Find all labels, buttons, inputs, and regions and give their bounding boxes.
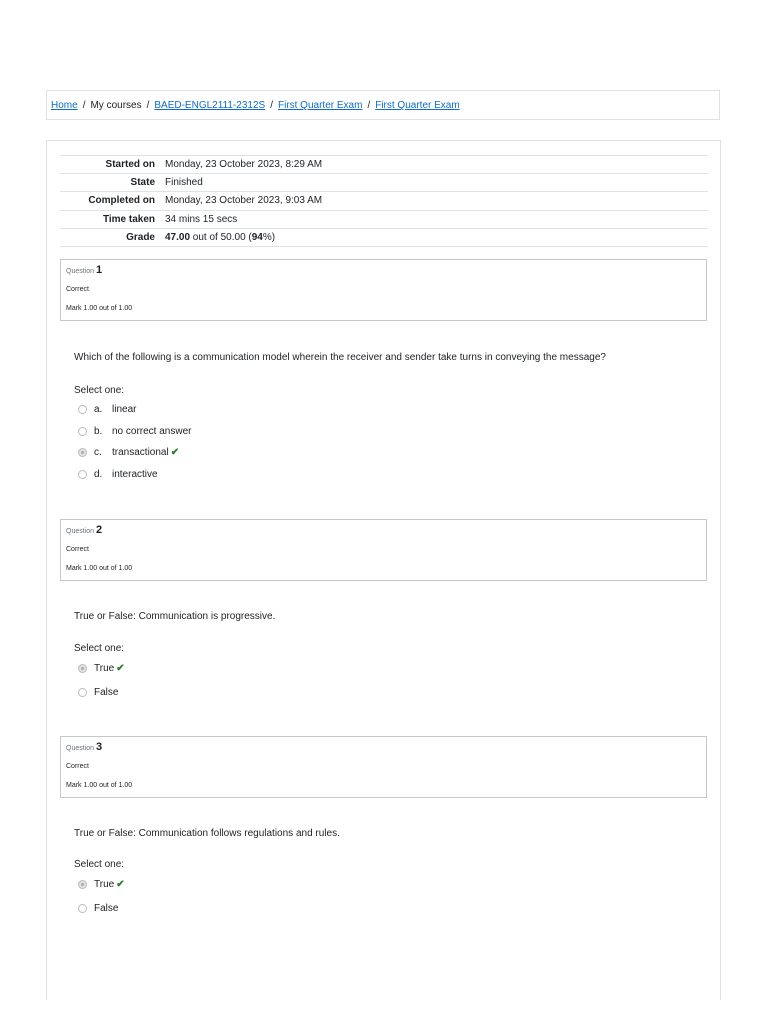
select-one-prompt: Select one:	[74, 859, 125, 870]
summary-value: 34 mins 15 secs	[160, 210, 708, 228]
breadcrumb-my-courses: My courses	[90, 100, 142, 111]
breadcrumb	[51, 100, 460, 111]
radio-button[interactable]	[78, 904, 87, 913]
question-number-value: 1	[96, 264, 103, 276]
question-info-box	[60, 519, 707, 581]
summary-row	[60, 192, 708, 210]
option-text: False	[94, 686, 119, 698]
option-text: linear	[112, 403, 137, 415]
answer-option-false[interactable]	[78, 685, 118, 699]
question-number	[66, 524, 102, 536]
question-label: Question	[66, 745, 95, 752]
question-state: Correct	[66, 286, 89, 293]
grade-out-of: out of 50.00 (	[190, 231, 252, 243]
summary-row	[60, 156, 708, 174]
question-text: True or False: Communication follows regulations and rules.	[74, 828, 340, 839]
option-text: transactional	[112, 446, 169, 458]
question-number	[66, 264, 102, 276]
answer-option-true[interactable]	[78, 661, 125, 675]
summary-label: Time taken	[60, 210, 160, 228]
option-letter: b.	[94, 425, 103, 437]
answer-option-d[interactable]	[78, 467, 158, 481]
checkmark-icon: ✔	[116, 662, 125, 674]
question-label: Question	[66, 528, 95, 535]
radio-button[interactable]	[78, 470, 87, 479]
question-text: True or False: Communication is progressive.	[74, 611, 276, 622]
question-label: Question	[66, 268, 95, 275]
grade-percent: 94	[251, 231, 263, 243]
select-one-prompt: Select one:	[74, 643, 125, 654]
summary-row	[60, 210, 708, 228]
breadcrumb-separator: /	[146, 100, 150, 111]
question-info-box	[60, 259, 707, 321]
checkmark-icon: ✔	[170, 446, 180, 458]
answer-option-a[interactable]	[78, 402, 136, 416]
option-letter: a.	[94, 403, 103, 415]
answer-option-c[interactable]	[78, 445, 179, 459]
summary-row-grade	[60, 228, 708, 246]
summary-value: Monday, 23 October 2023, 8:29 AM	[160, 156, 708, 174]
grade-percent-suffix: %)	[262, 231, 276, 243]
radio-button[interactable]	[78, 427, 87, 436]
option-letter: c.	[94, 446, 102, 458]
question-info-box	[60, 736, 707, 798]
answer-option-b[interactable]	[78, 424, 191, 438]
summary-value: Monday, 23 October 2023, 9:03 AM	[160, 192, 708, 210]
radio-button[interactable]	[78, 688, 87, 697]
question-number-value: 2	[96, 524, 103, 536]
breadcrumb-exam-link[interactable]: First Quarter Exam	[375, 100, 460, 111]
summary-value: Finished	[160, 174, 708, 192]
radio-button-checked[interactable]	[78, 664, 87, 673]
question-number-value: 3	[96, 741, 103, 753]
checkmark-icon: ✔	[116, 878, 125, 890]
summary-row	[60, 174, 708, 192]
option-letter: d.	[94, 468, 103, 480]
grade-score: 47.00	[165, 231, 191, 243]
breadcrumb-home-link[interactable]: Home	[51, 100, 78, 111]
select-one-prompt: Select one:	[74, 385, 125, 396]
grade-value	[160, 228, 708, 246]
question-text: Which of the following is a communication model wherein the receiver and sender take turns in conveying the message?	[74, 352, 606, 363]
option-text: interactive	[112, 468, 158, 480]
radio-button-checked[interactable]	[78, 448, 87, 457]
breadcrumb-bar	[46, 90, 720, 120]
breadcrumb-separator: /	[82, 100, 86, 111]
question-state: Correct	[66, 763, 89, 770]
grade-label: Grade	[60, 228, 160, 246]
summary-label: State	[60, 174, 160, 192]
answer-option-true[interactable]	[78, 877, 125, 891]
question-number	[66, 741, 102, 753]
question-mark: Mark 1.00 out of 1.00	[66, 305, 133, 312]
option-text: no correct answer	[112, 425, 192, 437]
option-text: True	[94, 662, 115, 674]
breadcrumb-exam-section-link[interactable]: First Quarter Exam	[277, 100, 363, 111]
radio-button[interactable]	[78, 405, 87, 414]
question-mark: Mark 1.00 out of 1.00	[66, 565, 133, 572]
breadcrumb-separator: /	[367, 100, 371, 111]
breadcrumb-separator: /	[270, 100, 273, 111]
radio-button-checked[interactable]	[78, 880, 87, 889]
question-mark: Mark 1.00 out of 1.00	[66, 782, 133, 789]
question-state: Correct	[66, 546, 89, 553]
option-text: True	[94, 878, 115, 890]
summary-label: Started on	[60, 156, 160, 174]
attempt-summary-table	[60, 155, 708, 247]
summary-label: Completed on	[60, 192, 160, 210]
breadcrumb-course-link[interactable]: BAED-ENGL2111-2312S	[154, 100, 266, 111]
option-text: False	[94, 902, 119, 914]
answer-option-false[interactable]	[78, 901, 118, 915]
